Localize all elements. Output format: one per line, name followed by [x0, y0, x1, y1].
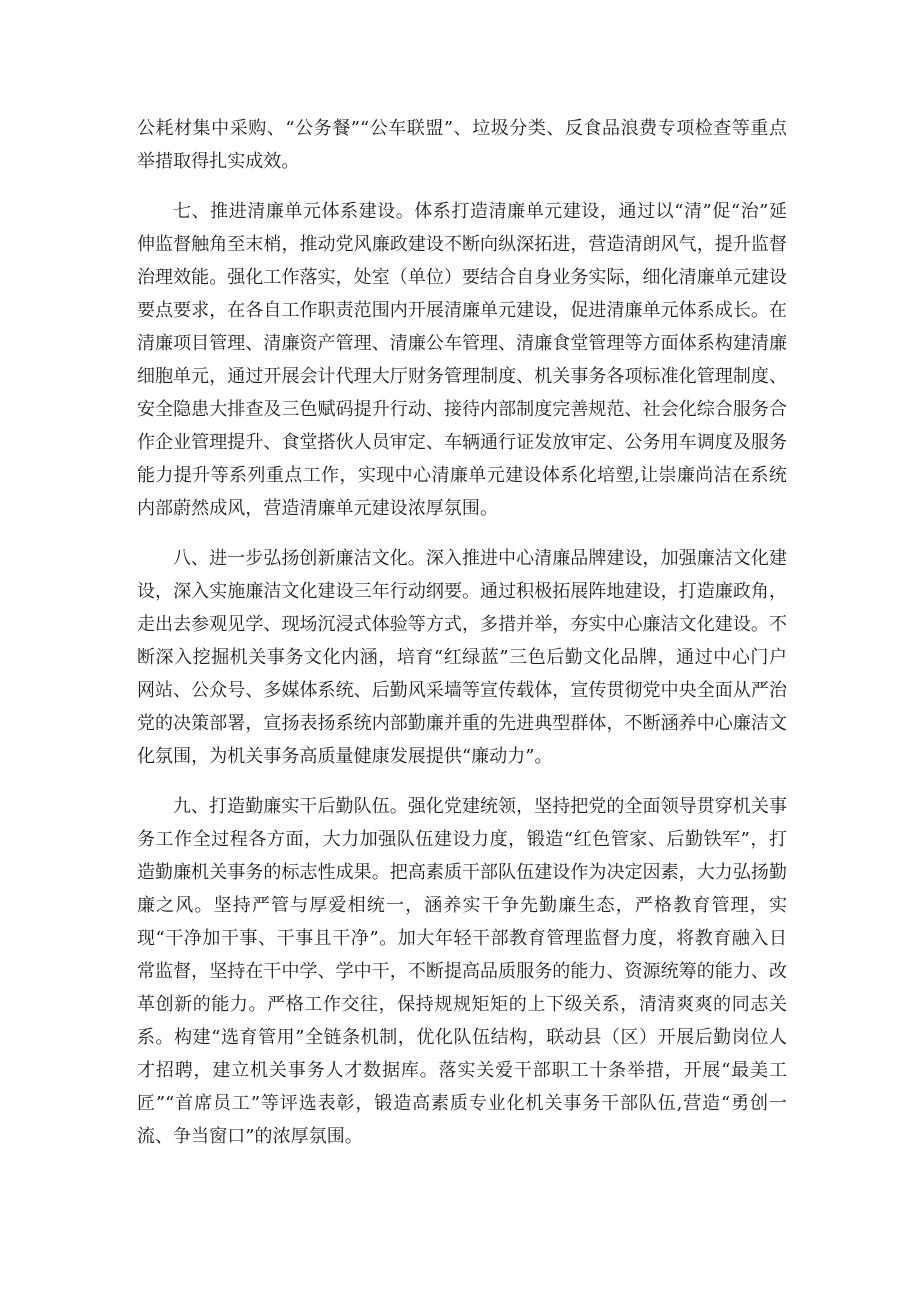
paragraph-section-7: 七、推进清廉单元体系建设。体系打造清廉单元建设，通过以“清”促“治”延伸监督触角至末梢，推动党风廉政建设不断向纵深拓进，营造清朗风气，提升监督治理效能。强化工作落实，处室（单位）要结合自身业务实际，细化清廉单元建设要点要求，在各自工作职责范围内开展清廉单元建设，促进清廉单元体系成长。在清廉项目管理、清廉资产管理、清廉公车管理、清廉食堂管理等方面体系构建清廉细胞单元，通过开展会计代理大厅财务管理制度、机关事务各项标准化管理制度、安全隐患大排查及三色赋码提升行动、接待内部制度完善规范、社会化综合服务合作企业管理提升、食堂搭伙人员审定、车辆通行证发放审定、公务用车调度及服务能力提升等系列重点工作，实现中心清廉单元建设体系化培塑,让崇廉尚洁在系统内部蔚然成风，营造清廉单元建设浓厚氛围。 — [137, 201, 787, 519]
document-body — [137, 112, 787, 1170]
paragraph-section-9: 九、打造勤廉实干后勤队伍。强化党建统领，坚持把党的全面领导贯穿机关事务工作全过程各方面，大力加强队伍建设力度，锻造“红色管家、后勤铁军”，打造勤廉机关事务的标志性成果。把高素质干部队伍建设作为决定因素，大力弘扬勤廉之风。坚持严管与厚爱相统一，涵养实干争先勤廉生态，严格教育管理，实现“干净加干事、干事且干净”。加大年轻干部教育管理监督力度，将教育融入日常监督，坚持在干中学、学中干，不断提高品质服务的能力、资源统筹的能力、改革创新的能力。严格工作交往，保持规规矩矩的上下级关系，清清爽爽的同志关系。构建“选育管用”全链条机制，优化队伍结构，联动县（区）开展后勤岗位人才招聘，建立机关事务人才数据库。落实关爱干部职工十条举措，开展“最美工匠”“首席员工”等评选表彰，锻造高素质专业化机关事务干部队伍,营造“勇创一流、争当窗口”的浓厚氛围。 — [137, 796, 787, 1147]
paragraph-section-8: 八、进一步弘扬创新廉洁文化。深入推进中心清廉品牌建设，加强廉洁文化建设，深入实施廉洁文化建设三年行动纲要。通过积极拓展阵地建设，打造廉政角，走出去参观见学、现场沉浸式体验等方式，多措并举，夯实中心廉洁文化建设。不断深入挖掘机关事务文化内涵，培育“红绿蓝”三色后勤文化品牌，通过中心门户网站、公众号、多媒体系统、后勤风采墙等宣传载体，宣传贯彻党中央全面从严治党的决策部署，宣扬表扬系统内部勤廉并重的先进典型群体，不断涵养中心廉洁文化氛围，为机关事务高质量健康发展提供“廉动力”。 — [137, 548, 787, 767]
paragraph-continuation: 公耗材集中采购、“公务餐”“公车联盟”、垃圾分类、反食品浪费专项检查等重点举措取得扎实成效。 — [137, 118, 787, 172]
